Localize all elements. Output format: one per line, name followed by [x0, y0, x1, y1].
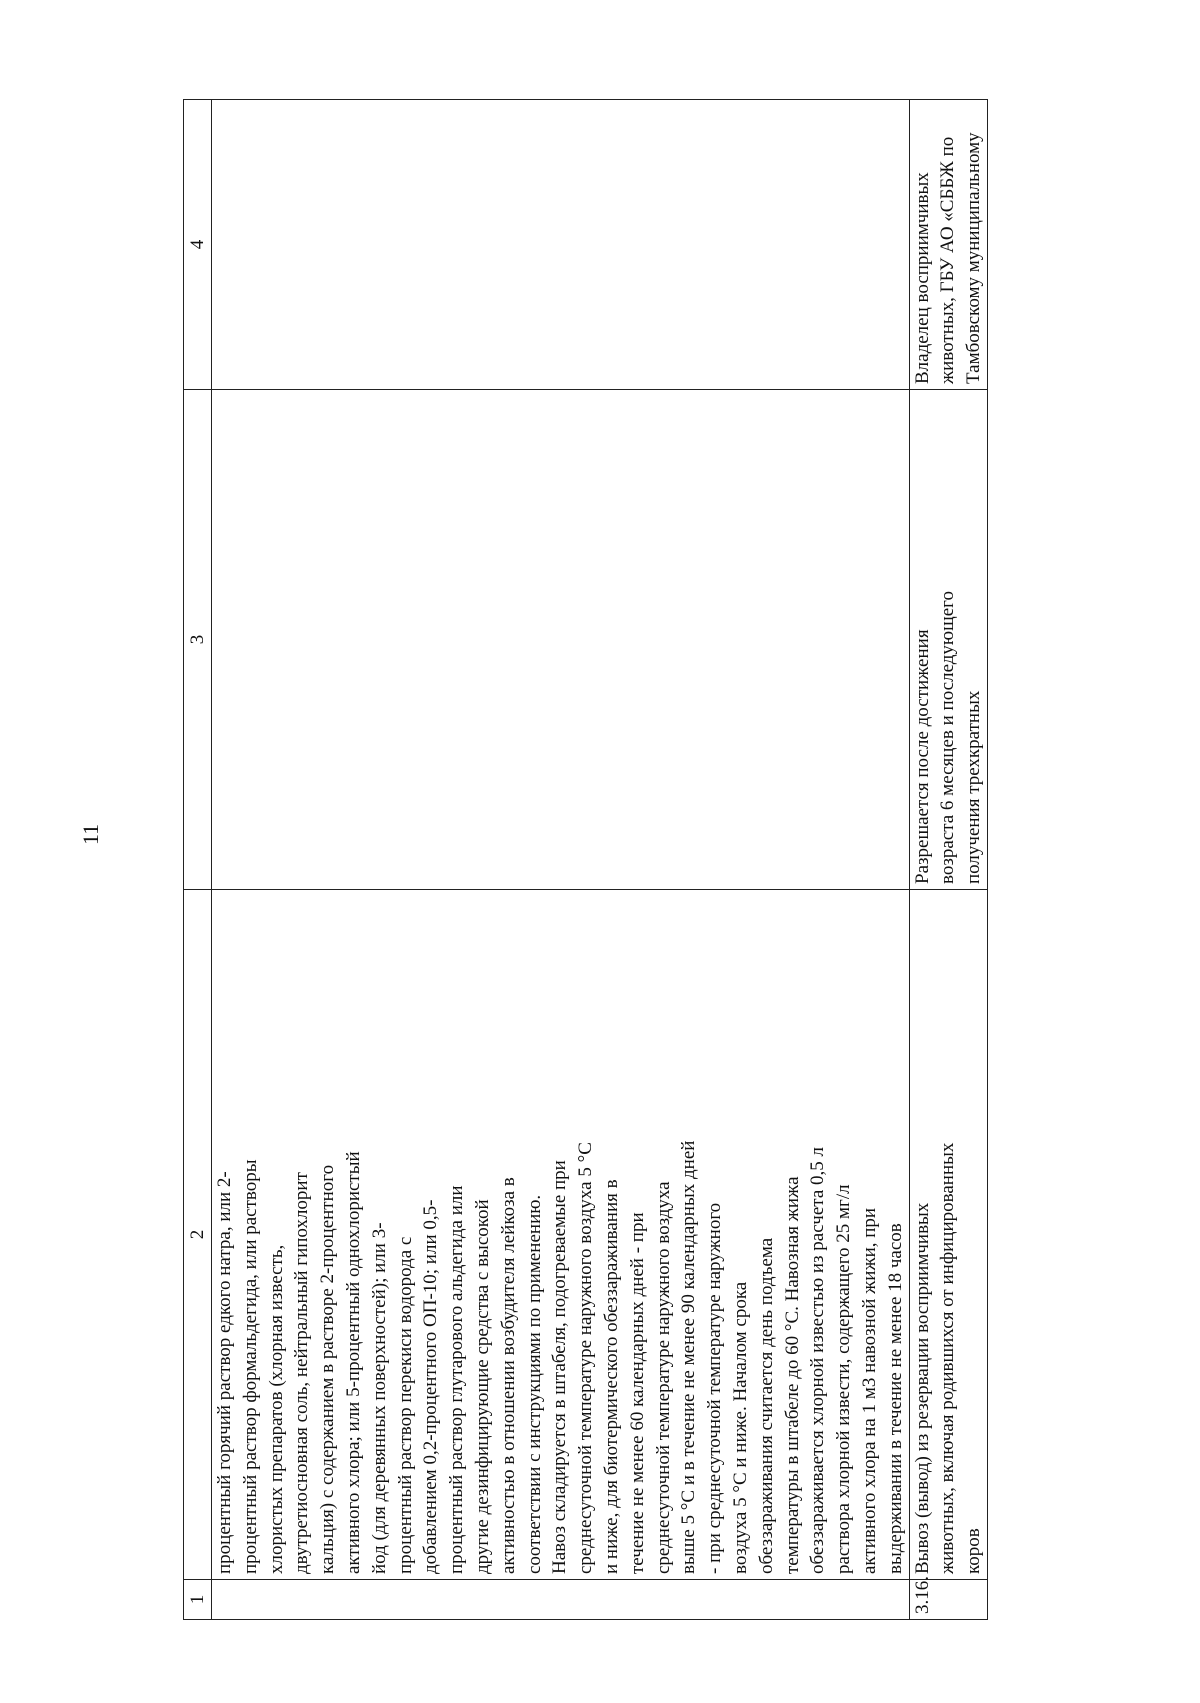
row2-col1-number: 3.16.	[909, 1580, 987, 1620]
text-line: - при среднесуточной температуре наружного	[704, 1202, 726, 1574]
table-header-row	[184, 100, 212, 1620]
text-line: течение не менее 60 календарных дней - при	[626, 1212, 648, 1574]
text-line: обеззараживания считается день подъема	[755, 1237, 777, 1574]
table-row-continuation	[212, 100, 910, 1620]
text-line: Разрешается после достижения	[911, 629, 933, 884]
text-line: двутретиосновная соль, нейтральный гипохлорит	[291, 1172, 313, 1574]
text-line: Вывоз (вывод) из резервации восприимчивых	[911, 1202, 933, 1574]
text-line: воздуха 5 °С и ниже. Началом срока	[729, 1281, 751, 1574]
text-line: активного хлора на 1 м3 навозной жижи, при	[858, 1207, 880, 1574]
text-line: раствора хлорной извести, содержащего 25 мг/л	[833, 1184, 855, 1574]
text-line: другие дезинфицирующие средства с высокой	[471, 1199, 493, 1574]
text-line: кальция) с содержанием в растворе 2-процентного	[317, 1164, 339, 1574]
text-line: Тамбовскому муниципальному	[963, 132, 985, 384]
text-line: возраста 6 месяцев и последующего	[937, 590, 959, 884]
header-cell-1: 1	[184, 1580, 212, 1620]
header-cell-2: 2	[184, 890, 212, 1580]
text-line: выше 5 °С и в течение не менее 90 календарных дней	[678, 1140, 700, 1574]
text-line: Владелец восприимчивых	[911, 172, 933, 384]
rotated-table-wrapper	[183, 100, 1078, 1620]
text-line: процентный горячий раствор едкого натра, или 2-	[214, 1171, 235, 1574]
text-line: среднесуточной температуре наружного воздуха 5 °С	[575, 1142, 597, 1574]
header-cell-3: 3	[184, 390, 212, 890]
text-line: процентный раствор глутарового альдегида или	[446, 1185, 468, 1574]
text-line: соответствии с инструкциями по применению.	[523, 1194, 545, 1574]
text-line: хлористых препаратов (хлорная известь,	[265, 1244, 287, 1574]
text-line: йод (для деревянных поверхностей); или 3-	[368, 1222, 390, 1574]
text-line: животных, включая родившихся от инфицированных	[937, 1142, 959, 1574]
text-line: и ниже, для биотермического обеззараживания в	[600, 1179, 622, 1574]
text-line: обеззараживается хлорной известью из расчета 0,5 л	[807, 1147, 829, 1574]
text-line: коров	[963, 1528, 985, 1574]
text-line: процентный раствор перекиси водорода с	[394, 1236, 416, 1574]
text-line: выдерживании в течение не менее 18 часов	[884, 1223, 906, 1574]
row2-col3-term	[909, 390, 987, 890]
row1-col3	[212, 390, 910, 890]
table-row-3-16	[909, 100, 987, 1620]
text-line: животных, ГБУ АО «СББЖ по	[937, 136, 959, 384]
header-cell-4: 4	[184, 100, 212, 390]
text-line: Навоз складируется в штабеля, подогреваемые при	[549, 1160, 571, 1574]
row2-col4-responsible	[909, 100, 987, 390]
row1-col4	[212, 100, 910, 390]
page-number: 11	[78, 823, 103, 845]
row1-col2	[212, 890, 910, 1580]
measures-table	[183, 99, 988, 1620]
text-line: активностью в отношении возбудителя лейкоза в	[497, 1177, 519, 1574]
row2-col2-measure	[909, 890, 987, 1580]
text-line: процентный раствор формальдегида, или растворы	[239, 1159, 261, 1574]
text-line: активного хлора; или 5-процентный однохлористый	[342, 1151, 364, 1574]
text-line: получения трехкратных	[963, 690, 985, 884]
row1-col1	[212, 1580, 910, 1620]
text-line: температуры в штабеле до 60 °С. Навозная жижа	[781, 1176, 803, 1574]
text-line: добавлением 0,2-процентного ОП-10; или 0,5-	[420, 1199, 442, 1574]
text-line: среднесуточной температуре наружного воздуха	[652, 1181, 674, 1574]
